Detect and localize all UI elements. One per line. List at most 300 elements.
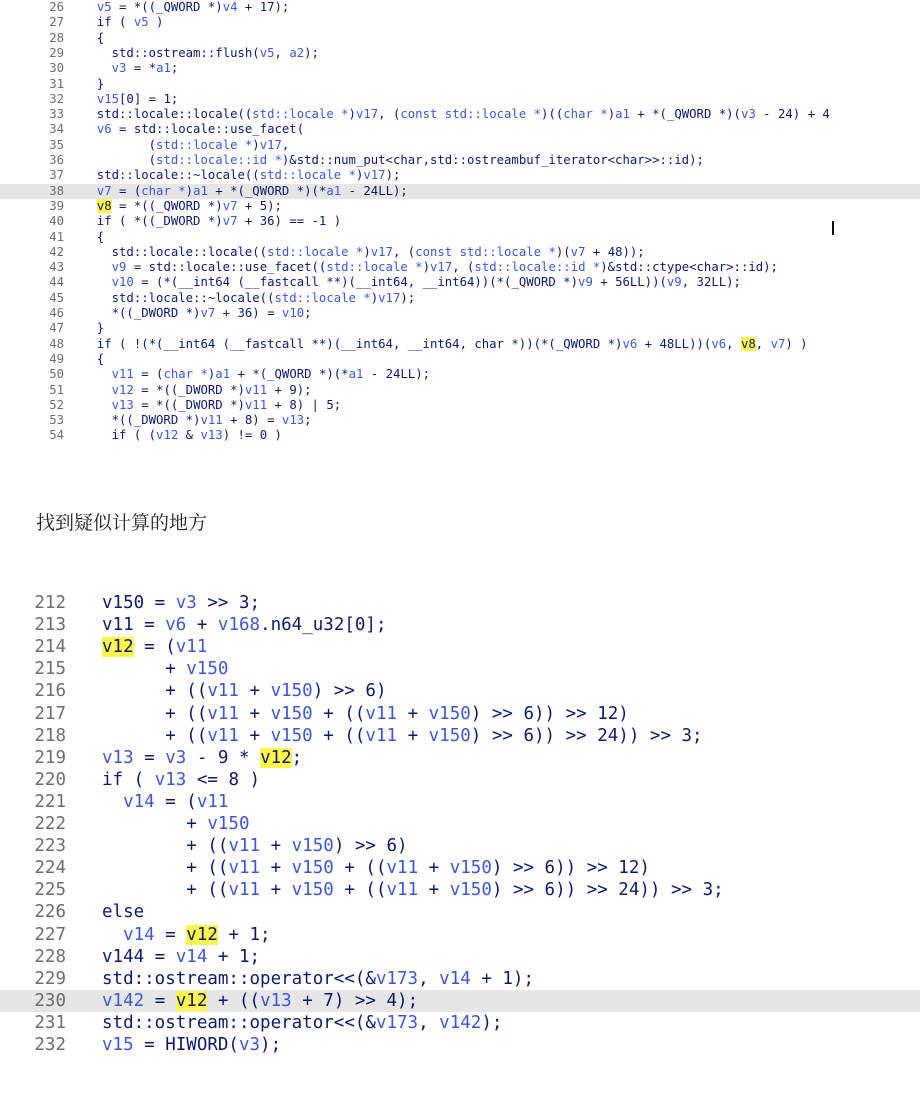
variable-token: a1 — [615, 107, 630, 122]
code-text — [82, 138, 289, 153]
decompiled-code-view-1[interactable] — [0, 0, 920, 470]
line-number: 228 — [34, 946, 66, 967]
variable-token: v11 — [207, 703, 239, 724]
variable-token: a1 — [348, 367, 364, 382]
code-token: + — [102, 659, 187, 680]
code-token: std::locale::locale(( — [82, 107, 253, 122]
line-number: 52 — [49, 397, 64, 412]
code-line[interactable] — [0, 413, 920, 428]
variable-token: std::locale * — [326, 260, 423, 275]
variable-token: v7 — [222, 198, 238, 213]
code-line[interactable] — [0, 769, 920, 791]
code-text — [102, 791, 228, 813]
code-token: { — [82, 30, 105, 45]
line-number: 38 — [49, 183, 64, 198]
highlighted-token: v8 — [740, 336, 756, 351]
variable-token: v6 — [165, 615, 187, 636]
code-token — [82, 367, 112, 381]
variable-token: v5 — [133, 15, 149, 30]
code-token: if ( — [102, 769, 155, 790]
code-line[interactable] — [0, 138, 920, 153]
code-text — [102, 879, 724, 901]
code-text — [102, 835, 408, 857]
code-line[interactable] — [0, 15, 920, 30]
variable-token: v11 — [111, 367, 134, 382]
code-line[interactable] — [0, 168, 920, 183]
variable-token: a2 — [289, 45, 305, 60]
line-number: 230 — [34, 990, 66, 1011]
code-token: + 1; — [207, 946, 261, 967]
line-number: 229 — [34, 968, 66, 989]
code-text — [82, 321, 104, 336]
line-number: 49 — [49, 351, 64, 366]
code-token: + 36) = — [215, 306, 282, 320]
code-token: + — [260, 836, 292, 857]
code-token: ; — [170, 61, 179, 76]
variable-token: v150 — [291, 836, 334, 857]
code-line[interactable] — [0, 1034, 920, 1056]
variable-token: v13 — [260, 990, 292, 1011]
code-line[interactable] — [0, 946, 920, 968]
code-token: + — [418, 880, 450, 901]
code-token: + 17); — [237, 0, 290, 14]
code-token: + — [186, 615, 218, 636]
code-text — [102, 968, 534, 990]
code-token — [82, 199, 97, 213]
code-token: *((_DWORD *) — [82, 413, 201, 428]
code-line[interactable] — [0, 337, 920, 352]
code-line[interactable] — [0, 835, 920, 857]
code-line[interactable] — [0, 398, 920, 413]
code-token: + — [418, 858, 450, 879]
code-token: ) != 0 ) — [222, 428, 282, 443]
variable-token: v3 — [740, 107, 756, 122]
code-token: std::locale::~locale(( — [82, 290, 275, 305]
code-line[interactable] — [0, 260, 920, 275]
code-token: + 48)); — [585, 244, 645, 259]
line-number: 45 — [49, 290, 64, 305]
code-token: ( — [82, 153, 157, 167]
code-token: + (( — [333, 858, 387, 879]
highlighted-token: v12 — [260, 747, 292, 768]
code-text — [82, 168, 400, 183]
code-token: ); — [385, 168, 401, 183]
code-line[interactable] — [0, 614, 920, 636]
code-line[interactable] — [0, 199, 920, 214]
line-number: 224 — [34, 858, 66, 879]
code-line[interactable] — [0, 230, 920, 245]
code-token: , — [755, 336, 771, 351]
code-token: ) >> 6)) >> 12) — [491, 858, 650, 879]
code-token: + — [260, 858, 292, 879]
variable-token: v150 — [291, 880, 334, 901]
variable-token: char * — [563, 107, 608, 122]
line-number: 35 — [49, 137, 64, 152]
line-number: 217 — [34, 703, 66, 724]
variable-token: v150 — [270, 725, 313, 746]
code-token: ; — [291, 747, 303, 768]
code-token: if ( — [82, 15, 134, 30]
code-line[interactable] — [0, 184, 920, 199]
variable-token: v13 — [102, 747, 134, 768]
code-text — [102, 1012, 502, 1034]
code-token: } — [82, 321, 105, 336]
variable-token: v11 — [228, 836, 261, 857]
line-number: 41 — [49, 229, 64, 244]
variable-token: v11 — [386, 858, 419, 879]
code-token: + (( — [312, 703, 366, 724]
code-line[interactable] — [0, 306, 920, 321]
variable-token: v6 — [622, 336, 638, 351]
code-token — [82, 0, 97, 14]
code-token: + (( — [207, 990, 261, 1011]
code-token — [82, 398, 112, 412]
code-token — [82, 260, 112, 274]
code-line[interactable] — [0, 658, 920, 680]
variable-token: v15 — [96, 91, 120, 106]
variable-token: const std::locale * — [415, 244, 556, 259]
variable-token: v3 — [165, 747, 187, 768]
code-token: = — [133, 747, 166, 768]
code-line[interactable] — [0, 680, 920, 702]
variable-token: v11 — [175, 637, 208, 658]
variable-token: v9 — [111, 260, 127, 275]
code-token: + — [397, 703, 429, 724]
code-text — [102, 703, 629, 725]
line-number: 212 — [34, 593, 66, 613]
code-line[interactable] — [0, 747, 920, 769]
code-token: + (( — [102, 836, 229, 857]
code-text — [82, 199, 282, 214]
code-text — [82, 77, 104, 92]
code-line[interactable] — [0, 77, 920, 92]
code-token: = *((_DWORD *) — [133, 397, 245, 412]
code-line[interactable] — [0, 153, 920, 168]
code-text — [102, 592, 260, 614]
variable-token: v7 — [222, 214, 238, 229]
code-text — [102, 658, 228, 680]
code-text — [102, 857, 650, 879]
code-token: + 9); — [267, 382, 312, 397]
code-text — [102, 769, 260, 791]
code-line[interactable] — [0, 0, 920, 15]
code-token: - 24) + 4 — [755, 107, 830, 122]
code-token: + 7) >> 4); — [291, 990, 419, 1011]
code-text — [102, 747, 302, 769]
code-token: = ( — [111, 183, 142, 198]
variable-token: v3 — [111, 61, 127, 76]
code-text — [82, 122, 304, 137]
code-token: ); — [400, 290, 416, 305]
code-token: [0] = 1; — [119, 91, 179, 106]
code-text — [82, 92, 178, 107]
line-number: 214 — [34, 637, 66, 658]
code-text — [102, 901, 144, 923]
code-token: + *(_QWORD *)(* — [207, 183, 327, 198]
code-text — [82, 46, 319, 61]
code-text — [82, 413, 312, 428]
code-line[interactable] — [0, 61, 920, 76]
variable-token: std::locale::id * — [474, 260, 601, 275]
code-text — [102, 946, 260, 968]
code-token — [82, 61, 112, 75]
code-token: = ( — [154, 791, 197, 812]
variable-token: char * — [141, 183, 186, 198]
variable-token: v14 — [123, 791, 155, 812]
code-line[interactable] — [0, 321, 920, 336]
code-token: + — [238, 681, 271, 702]
code-token: + — [397, 725, 429, 746]
code-line[interactable] — [0, 352, 920, 367]
code-token: v150 = — [102, 593, 176, 613]
code-line[interactable] — [0, 791, 920, 813]
code-line[interactable] — [0, 879, 920, 901]
code-token: & — [178, 428, 201, 443]
code-text — [82, 337, 808, 352]
variable-token: v173 — [375, 1012, 419, 1033]
line-number: 37 — [49, 168, 64, 183]
code-line[interactable] — [0, 245, 920, 260]
code-line[interactable] — [0, 725, 920, 747]
code-text — [82, 367, 430, 382]
code-token: + *(_QWORD *)(* — [230, 367, 349, 382]
line-number: 51 — [49, 382, 64, 397]
variable-token: v11 — [244, 397, 268, 412]
code-token — [82, 383, 112, 397]
code-token: = ( — [133, 637, 176, 658]
variable-token: v14 — [439, 968, 471, 989]
variable-token: v9 — [578, 275, 593, 290]
line-number: 215 — [34, 659, 66, 680]
code-token: + 48LL))( — [637, 336, 712, 351]
line-number: 46 — [49, 306, 64, 320]
code-token: + (( — [102, 725, 208, 746]
variable-token: v11 — [365, 703, 398, 724]
code-token: ) — [348, 107, 356, 122]
text-cursor — [832, 221, 834, 235]
line-number: 213 — [34, 615, 66, 636]
code-token: + — [238, 725, 271, 746]
code-text — [102, 1034, 281, 1056]
line-number: 48 — [49, 336, 64, 351]
code-token: ( — [82, 137, 157, 152]
line-number: 36 — [49, 153, 64, 167]
code-token: + — [260, 880, 292, 901]
variable-token: a1 — [215, 367, 231, 382]
variable-token: v150 — [270, 681, 313, 702]
variable-token: v6 — [96, 122, 112, 137]
code-token: if ( ( — [82, 428, 157, 443]
code-line[interactable] — [0, 214, 920, 229]
line-number: 30 — [49, 61, 64, 76]
code-line[interactable] — [0, 703, 920, 725]
code-text — [82, 107, 830, 122]
variable-token: v7 — [82, 183, 112, 198]
code-line[interactable] — [0, 813, 920, 835]
code-token: + (( — [312, 725, 366, 746]
variable-token: char * — [163, 367, 208, 382]
variable-token: std::locale * — [252, 107, 349, 122]
code-token: .n64_u32[0]; — [260, 615, 387, 636]
code-token: , ( — [378, 107, 401, 122]
code-token: v144 = — [102, 946, 176, 967]
code-token: , ( — [392, 244, 416, 259]
code-text — [82, 245, 645, 260]
code-line[interactable] — [0, 275, 920, 290]
code-text — [102, 924, 271, 946]
code-text — [82, 15, 163, 30]
variable-token: v150 — [449, 880, 492, 901]
code-token: ) >> 6)) >> 24)) >> 3; — [491, 880, 724, 901]
code-line[interactable] — [0, 636, 920, 658]
code-token: + — [238, 703, 271, 724]
code-token: + 8) = — [222, 413, 282, 428]
variable-token: v9 — [666, 275, 682, 290]
code-token: else — [102, 902, 145, 923]
code-line[interactable] — [0, 901, 920, 923]
code-line[interactable] — [0, 107, 920, 122]
code-line[interactable] — [0, 383, 920, 398]
code-token: ; — [304, 413, 312, 428]
variable-token: v3 — [238, 1035, 261, 1055]
code-token: ); — [304, 45, 319, 60]
code-token: std::ostream::flush( — [82, 45, 260, 60]
variable-token: a1 — [326, 183, 342, 198]
variable-token: v12 — [111, 382, 134, 397]
variable-token: v4 — [222, 0, 238, 14]
variable-token: std::locale * — [259, 168, 356, 183]
code-text — [82, 153, 704, 168]
line-number: 53 — [49, 413, 64, 428]
code-line[interactable] — [0, 46, 920, 61]
code-token: + (( — [102, 880, 229, 901]
code-token: + (( — [102, 681, 208, 702]
line-number: 33 — [49, 107, 64, 122]
code-text — [82, 428, 282, 443]
code-token: if ( !(*(__int64 (__fastcall **)(__int64, __int64, char *))(*(_QWORD *) — [82, 336, 623, 351]
code-token: ) ) — [785, 336, 808, 351]
code-line[interactable] — [0, 31, 920, 46]
code-token: ) — [185, 183, 194, 198]
code-token: = HIWORD( — [133, 1035, 239, 1055]
line-number: 27 — [49, 15, 64, 30]
variable-token: v11 — [386, 880, 419, 901]
code-token: v11 = — [102, 615, 166, 636]
code-token: = std::locale::use_facet( — [111, 122, 305, 137]
decompiled-code-view-2[interactable] — [0, 582, 920, 1080]
code-text — [82, 214, 341, 229]
code-line[interactable] — [0, 367, 920, 382]
variable-token: v11 — [200, 413, 223, 428]
code-text — [82, 184, 408, 199]
variable-token: v173 — [375, 968, 419, 989]
variable-token: v150 — [428, 703, 471, 724]
variable-token: v150 — [449, 858, 492, 879]
code-line[interactable] — [0, 968, 920, 990]
code-token: ); — [481, 1012, 503, 1033]
code-line[interactable] — [0, 592, 920, 614]
variable-token: v150 — [291, 858, 334, 879]
code-token: = *((_QWORD *) — [111, 198, 223, 213]
variable-token: v11 — [365, 725, 398, 746]
variable-token: std::locale * — [267, 244, 364, 259]
line-number: 50 — [49, 367, 64, 382]
line-number: 28 — [49, 30, 64, 45]
highlighted-token: v8 — [96, 198, 112, 213]
line-number: 222 — [34, 814, 66, 834]
variable-token: v5 — [259, 45, 275, 60]
code-token: = *((_DWORD *) — [133, 382, 245, 397]
variable-token: v13 — [200, 428, 223, 443]
code-text — [82, 260, 778, 275]
line-number: 29 — [49, 45, 64, 60]
code-line[interactable] — [0, 122, 920, 137]
code-token: *((_DWORD *) — [82, 306, 201, 320]
line-number: 44 — [49, 275, 64, 290]
code-token — [102, 792, 123, 812]
variable-token: v5 — [96, 0, 112, 14]
variable-token: v14 — [175, 946, 208, 967]
code-token: ) — [370, 290, 379, 305]
code-text — [82, 31, 104, 46]
code-token: ) — [252, 137, 260, 152]
code-line[interactable] — [0, 924, 920, 946]
code-token — [102, 925, 123, 945]
line-number: 226 — [34, 902, 66, 923]
variable-token: v10 — [281, 306, 305, 320]
code-line[interactable] — [0, 1012, 920, 1034]
code-line[interactable] — [0, 857, 920, 879]
variable-token: v11 — [196, 791, 229, 812]
line-number: 218 — [34, 725, 66, 746]
line-number: 47 — [49, 321, 64, 336]
code-token: ) >> 6) — [333, 836, 408, 857]
code-token: - 24LL); — [363, 367, 431, 382]
code-text — [82, 291, 415, 306]
code-token: = — [154, 924, 187, 945]
variable-token: v150 — [270, 703, 313, 724]
code-token: ) — [607, 107, 616, 122]
line-number: 232 — [34, 1035, 66, 1055]
variable-token: a1 — [193, 183, 208, 198]
code-text — [82, 352, 104, 367]
code-line[interactable] — [0, 428, 920, 443]
highlighted-token: v12 — [175, 990, 208, 1011]
code-token: ) — [363, 244, 371, 259]
variable-token: v7 — [770, 336, 786, 351]
line-number: 225 — [34, 880, 66, 901]
code-token: , ( — [452, 260, 475, 275]
variable-token: v17 — [378, 290, 401, 305]
code-token: + 1); — [470, 968, 534, 989]
code-token: + 5); — [237, 198, 282, 213]
caption-text: 找到疑似计算的地方 — [36, 512, 208, 534]
variable-token: a1 — [156, 61, 171, 76]
code-token: + (( — [102, 858, 229, 879]
code-token: - 9 * — [186, 747, 261, 768]
code-token: + — [102, 814, 208, 834]
line-number: 219 — [34, 747, 66, 768]
code-line[interactable] — [0, 990, 920, 1012]
variable-token: v13 — [111, 397, 134, 412]
code-text — [82, 0, 289, 15]
code-token: ); — [260, 1035, 282, 1055]
code-line[interactable] — [0, 92, 920, 107]
variable-token: v13 — [281, 413, 305, 428]
variable-token: const std::locale * — [400, 107, 542, 122]
code-line[interactable] — [0, 291, 920, 306]
code-token: , — [418, 1012, 440, 1033]
